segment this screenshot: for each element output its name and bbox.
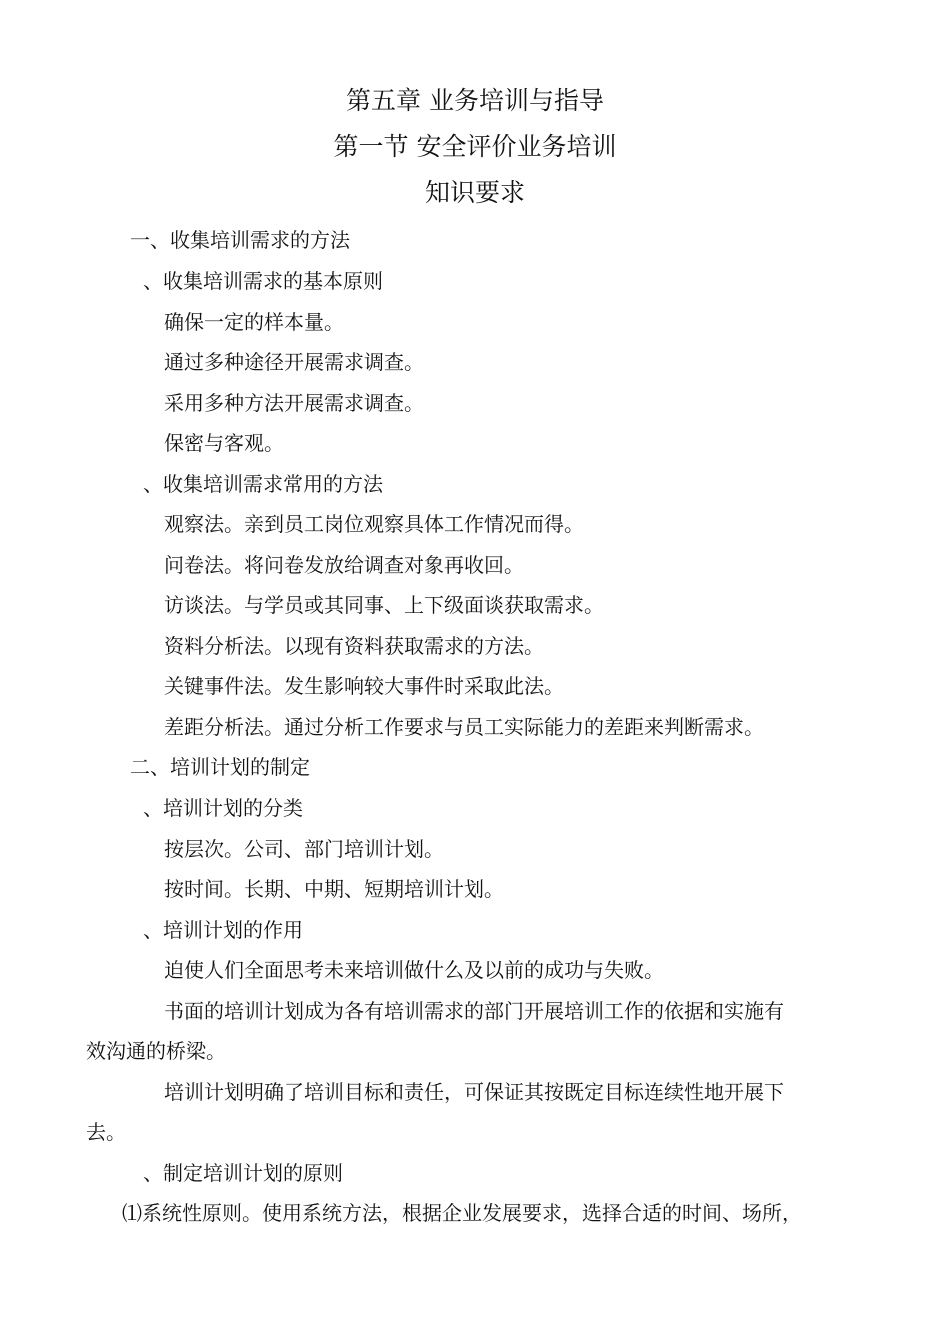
list-item: 采用多种方法开展需求调查。 (164, 391, 424, 415)
paragraph-line: 培训计划明确了培训目标和责任，可保证其按既定目标连续性地开展下 (164, 1080, 784, 1104)
subheading: 、培训计划的作用 (143, 918, 303, 942)
heading-2: 二、培训计划的制定 (130, 755, 310, 779)
subsection-title: 知识要求 (424, 178, 525, 207)
list-item: 关键事件法。发生影响较大事件时采取此法。 (164, 674, 564, 698)
list-item: 问卷法。将问卷发放给调查对象再收回。 (164, 553, 524, 577)
list-item: 差距分析法。通过分析工作要求与员工实际能力的差距来判断需求。 (164, 715, 764, 739)
list-item: 访谈法。与学员或其同事、上下级面谈获取需求。 (164, 593, 604, 617)
subheading: 、制定培训计划的原则 (143, 1161, 343, 1185)
list-item: 观察法。亲到员工岗位观察具体工作情况而得。 (164, 512, 584, 536)
list-item: 通过多种途径开展需求调查。 (164, 350, 424, 374)
list-item: 按层次。公司、部门培训计划。 (164, 837, 444, 861)
subheading: 、收集培训需求的基本原则 (143, 269, 383, 293)
list-item: 迫使人们全面思考未来培训做什么及以前的成功与失败。 (164, 958, 664, 982)
paragraph-line: 去。 (86, 1120, 126, 1144)
paragraph-line: ⑴系统性原则。使用系统方法，根据企业发展要求，选择合适的时间、场所， (122, 1201, 802, 1225)
section-title: 第一节 安全评价业务培训 (333, 132, 617, 161)
heading-1: 一、收集培训需求的方法 (130, 228, 350, 252)
list-item: 资料分析法。以现有资料获取需求的方法。 (164, 634, 544, 658)
paragraph-line: 书面的培训计划成为各有培训需求的部门开展培训工作的依据和实施有 (164, 999, 784, 1023)
chapter-title: 第五章 业务培训与指导 (346, 86, 604, 115)
subheading: 、收集培训需求常用的方法 (143, 472, 383, 496)
paragraph-line: 效沟通的桥梁。 (86, 1039, 226, 1063)
list-item: 保密与客观。 (164, 431, 284, 455)
list-item: 按时间。长期、中期、短期培训计划。 (164, 877, 504, 901)
subheading: 、培训计划的分类 (143, 796, 303, 820)
list-item: 确保一定的样本量。 (164, 310, 344, 334)
